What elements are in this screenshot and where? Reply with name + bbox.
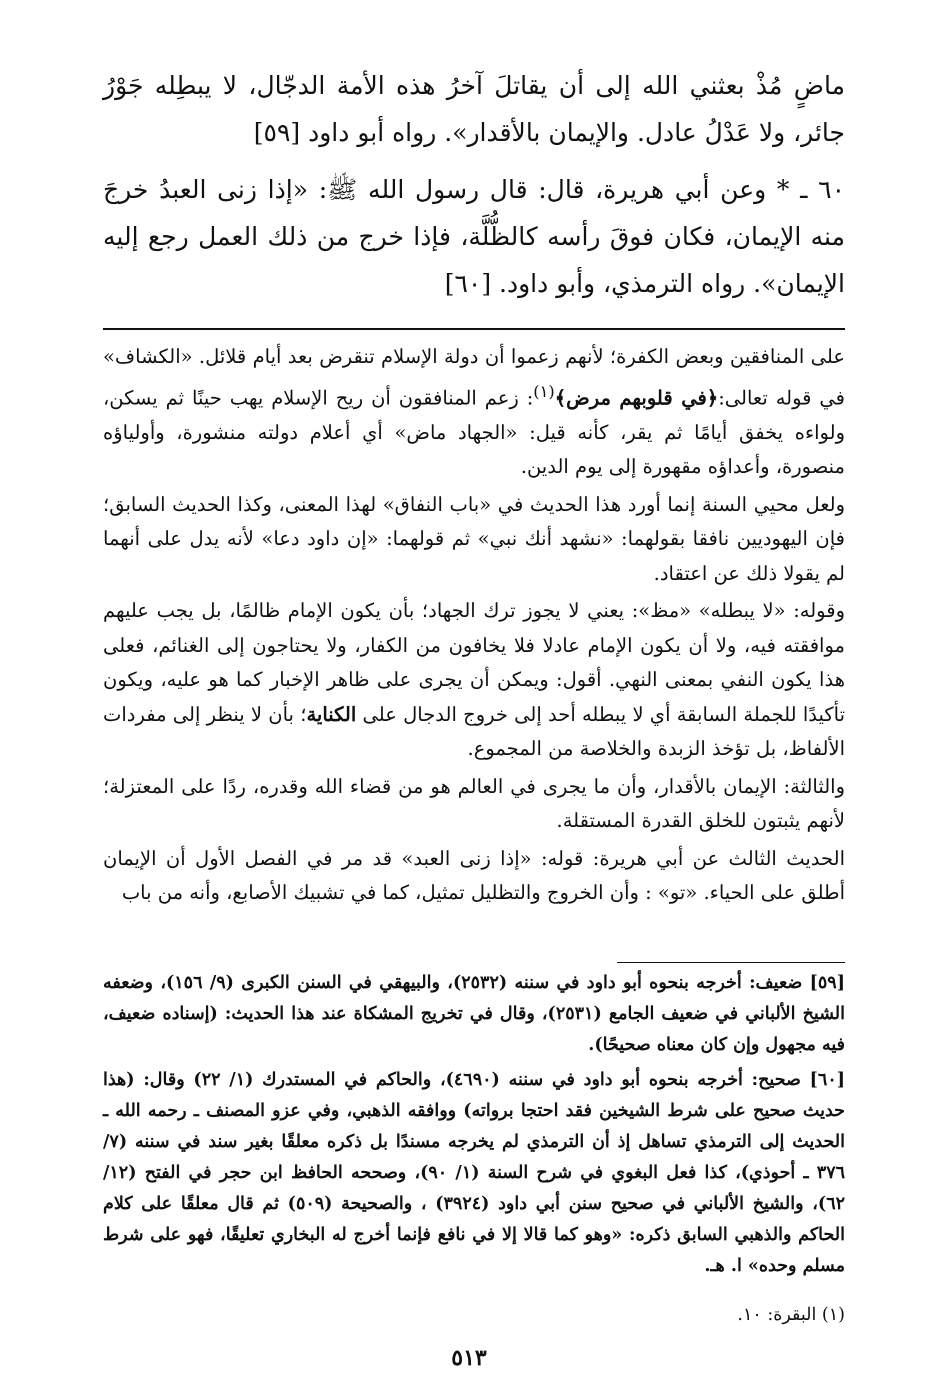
commentary bbox=[103, 340, 845, 914]
commentary-separator bbox=[103, 328, 845, 330]
hadith-text bbox=[103, 62, 845, 317]
quran-quote: ﴿في قلوبهم مرض﴾ bbox=[554, 386, 719, 409]
bold-term: الكناية bbox=[306, 702, 357, 726]
commentary-paragraph: وقوله: «لا يبطله» «مظ»: يعني لا يجوز ترك الجهاد؛ بأن يكون الإمام ظالمًا، بل يجب عليهم موافقته فيه، ولا أن يكون الإمام عادلا فلا يخافون من الكفار، ولا يحتاجون إلى الغنائم، فعلى هذا يكون النفي بمعنى النهي. أقول: ويمكن أن يجرى على ظاهر الإخبار كما هو عليه، ويكون تأكيدًا للجملة السابقة أي لا يبطله أحد إلى خروج الدجال على الكناية؛ بأن لا ينظر إلى مفردات الألفاظ، بل تؤخذ الزبدة والخلاصة من المجموع. bbox=[103, 599, 846, 760]
footnote-1: (١) البقرة: ١٠. bbox=[737, 1305, 845, 1325]
commentary-paragraph: ولعل محيي السنة إنما أورد هذا الحديث في «باب النفاق» لهذا المعنى، وكذا الحديث السابق؛ فإن اليهوديين نافقا بقولهما: «نشهد أنك نبي» ثم قولهما: «إن داود دعا» لأنه يدل على أنهما لم يقولا ذلك عن اعتقاد. bbox=[103, 492, 845, 585]
takhrij-notes bbox=[103, 968, 845, 1286]
note-59: [٥٩] ضعيف: أخرجه بنحوه أبو داود في سننه (٢٥٣٢)، والبيهقي في السنن الكبرى (٩/ ١٥٦)، وضعفه الشيخ الألباني في ضعيف الجامع (٢٥٣١)، وقال في تخريج المشكاة عند هذا الحديث: (إسناده ضعيف، فيه مجهول وإن كان معناه صحيحًا). bbox=[103, 973, 846, 1055]
hadith-59-ending: ماضٍ مُذْ بعثني الله إلى أن يقاتلَ آخرُ هذه الأمة الدجّال، لا يبطِله جَوْرُ جائر، ولا عَدْلُ عادل. والإيمان بالأقدار». رواه أبو داود [٥٩] bbox=[103, 71, 845, 147]
commentary-paragraph: الحديث الثالث عن أبي هريرة: قوله: «إذا زنى العبد» قد مر في الفصل الأول أن الإيمان أطلق على الحياء. «تو» : وأن الخروج والتظليل تمثيل، كما في تشبيك الأصابع، وأنه من باب bbox=[103, 846, 845, 904]
note-60: [٦٠] صحيح: أخرجه بنحوه أبو داود في سننه (٤٦٩٠)، والحاكم في المستدرك (١/ ٢٢) وقال: (هذا حديث صحيح على شرط الشيخين فقد احتجا برواته) ووافقه الذهبي، وفي عزو المصنف ـ رحمه الله ـ الحديث إلى الترمذي تساهل إذ أن الترمذي لم يخرجه مسندًا بل ذكره معلقًا بغير سند في سننه (٧/ ٣٧٦ ـ أحوذي)، كذا فعل البغوي في شرح السنة (١/ ٩٠)، وصححه الحافظ ابن حجر في الفتح (١٢/ ٦٢)، والشيخ الألباني في صحيح سنن أبي داود (٣٩٢٤) ، والصحيحة (٥٠٩) ثم قال معلقًا على كلام الحاكم والذهبي السابق ذكره: «وهو كما قالا إلا في نافع فإنما أخرج له البخاري تعليقًا، فهو على شرط مسلم وحده» ا. هـ. bbox=[103, 1070, 846, 1276]
page-number: ٥١٣ bbox=[451, 1345, 487, 1371]
hadith-60: ٦٠ ـ * وعن أبي هريرة، قال: قال رسول الله ﷺ: «إذا زنى العبدُ خرجَ منه الإيمان، فكان فوقَ رأسه كالظُّلَّة، فإذا خرج من ذلك العمل رجع إليه الإيمان». رواه الترمذي، وأبو داود. [٦٠] bbox=[103, 175, 845, 298]
notes-separator bbox=[617, 962, 845, 963]
footnote-ref: (١) bbox=[533, 381, 555, 401]
commentary-paragraph: والثالثة: الإيمان بالأقدار، وأن ما يجرى في العالم هو من قضاء الله وقدره، ردًا على المعتزلة؛ لأنهم يثبتون للخلق القدرة المستقلة. bbox=[103, 774, 845, 832]
commentary-paragraph: على المنافقين وبعض الكفرة؛ لأنهم زعموا أن دولة الإسلام تنقرض بعد أيام قلائل. «الكشاف» في قوله تعالى:﴿في قلوبهم مرض﴾$^{(١)}$: زعم المنافقون أن ريح الإسلام يهب حينًا ثم يسكن، ولواءه يخفق أيامًا ثم يقر، كأنه قيل: «الجهاد ماض» أي أعلام دولته منشورة، وأولياؤه منصورة، وأعداؤه مقهورة إلى يوم الدين. bbox=[103, 345, 845, 478]
